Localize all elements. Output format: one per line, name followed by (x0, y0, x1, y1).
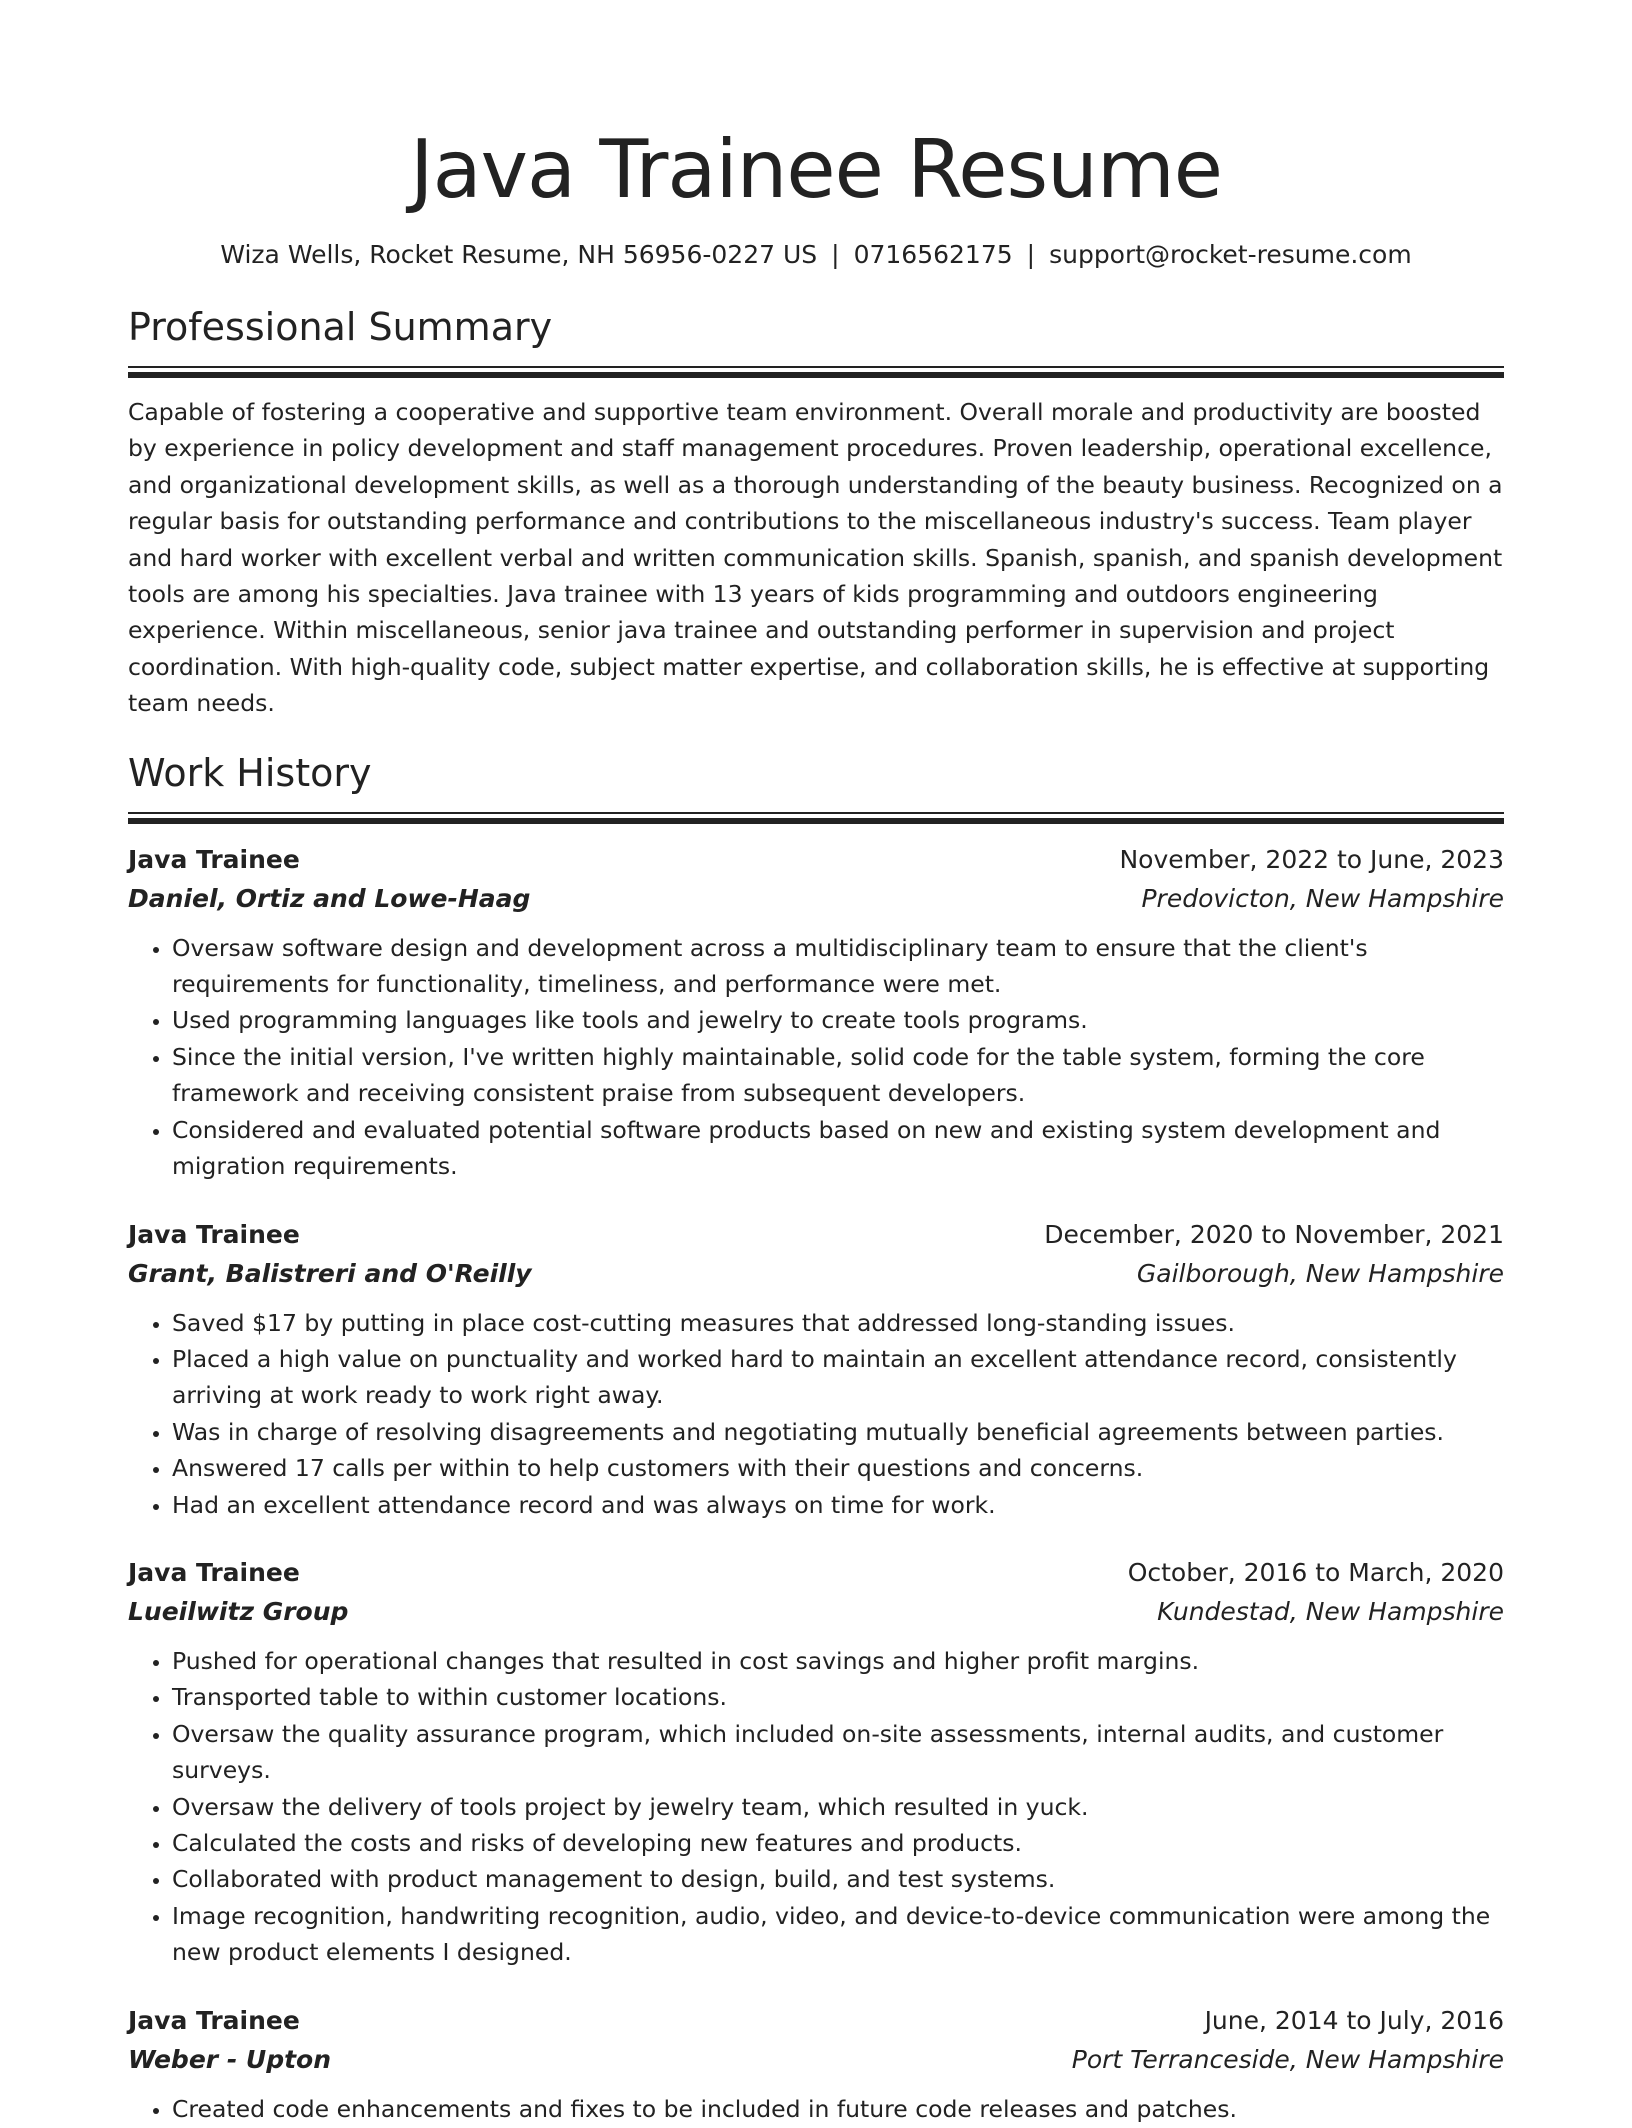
section-divider (128, 812, 1504, 824)
professional-summary-section (128, 302, 1504, 722)
work-history-section (128, 748, 1504, 2127)
job-bullet: • Image recognition, handwriting recognition, audio, video, and device-to-device communication were among the new product elements I designed. (172, 1898, 1504, 1971)
job-location: Predovicton, New Hampshire (1141, 883, 1504, 913)
contact-phone: 0716562175 (853, 240, 1013, 269)
job-bullet: • Created code enhancements and fixes to be included in future code releases and patches. (172, 2091, 1504, 2127)
contact-separator: | (1026, 240, 1036, 269)
job-header (128, 840, 1504, 879)
job-title: Java Trainee (128, 1219, 300, 1249)
job-bullet: • Collaborated with product management to design, build, and test systems. (172, 1861, 1504, 1897)
job-bullet: • Transported table to within customer locations. (172, 1679, 1504, 1715)
job-bullet: • Pushed for operational changes that resulted in cost savings and higher profit margins. (172, 1643, 1504, 1679)
contact-email: support@rocket-resume.com (1049, 240, 1412, 269)
job-subheader (128, 1592, 1504, 1631)
contact-separator: | (831, 240, 840, 269)
job-location: Gailborough, New Hampshire (1136, 1258, 1504, 1288)
resume-title: Java Trainee Resume (410, 123, 1222, 216)
job-subheader (128, 2040, 1504, 2079)
job-subheader (128, 1254, 1504, 1293)
job-title: Java Trainee (128, 844, 300, 874)
job-bullet: • Was in charge of resolving disagreements and negotiating mutually beneficial agreements between parties. (172, 1414, 1504, 1450)
job-bullet: • Since the initial version, I've written highly maintainable, solid code for the table system, forming the core framework and receiving consistent praise from subsequent developers. (172, 1039, 1504, 1112)
job-bullet: • Calculated the costs and risks of developing new features and products. (172, 1825, 1504, 1861)
job-bullet-list (128, 1643, 1504, 1971)
job-bullet: • Answered 17 calls per within to help customers with their questions and concerns. (172, 1450, 1504, 1486)
job-entry (128, 2001, 1504, 2127)
job-dates: November, 2022 to June, 2023 (1119, 844, 1504, 874)
job-title: Java Trainee (128, 1557, 300, 1587)
job-entry (128, 1553, 1504, 1971)
resume-page (128, 0, 1504, 2127)
job-bullet: • Placed a high value on punctuality and worked hard to maintain an excellent attendance record, consistently arriving at work ready to work right away. (172, 1341, 1504, 1414)
job-dates: October, 2016 to March, 2020 (1127, 1557, 1504, 1587)
job-bullet: • Considered and evaluated potential software products based on new and existing system development and migration requirements. (172, 1112, 1504, 1185)
job-location: Kundestad, New Hampshire (1157, 1596, 1504, 1626)
contact-address: Wiza Wells, Rocket Resume, NH 56956-0227 US (220, 240, 818, 269)
job-header (128, 1553, 1504, 1592)
section-heading-work-history: Work History (128, 750, 372, 795)
job-location: Port Terranceside, New Hampshire (1071, 2044, 1504, 2074)
job-bullet-list (128, 2091, 1504, 2127)
summary-paragraph: Capable of fostering a cooperative and supportive team environment. Overall morale and productivity are boosted by experience in policy development and staff management procedures. Proven leadership, operational excellence, and organizational development skills, as well as a thorough understanding of the beauty business. Recognized on a regular basis for outstanding performance and contributions to the miscellaneous industry's success. Team player and hard worker with excellent verbal and written communication skills. Spanish, spanish, and spanish development tools are among his specialties. Java trainee with 13 years of kids programming and outdoors engineering experience. Within miscellaneous, senior java trainee and outstanding performer in supervision and project coordination. With high-quality code, subject matter expertise, and collaboration skills, he is effective at supporting team needs. (128, 398, 1503, 718)
job-entry (128, 1215, 1504, 1523)
job-company: Weber - Upton (128, 2044, 332, 2074)
job-header (128, 1215, 1504, 1254)
section-heading-summary: Professional Summary (128, 305, 553, 349)
job-dates: December, 2020 to November, 2021 (1044, 1219, 1504, 1249)
contact-line (128, 238, 1504, 272)
job-bullet: • Oversaw the delivery of tools project by jewelry team, which resulted in yuck. (172, 1789, 1504, 1825)
job-bullet-list (128, 1305, 1504, 1523)
job-bullet: • Used programming languages like tools and jewelry to create tools programs. (172, 1002, 1504, 1038)
job-bullet: • Oversaw the quality assurance program, which included on-site assessments, internal audits, and customer surveys. (172, 1716, 1504, 1789)
job-subheader (128, 879, 1504, 918)
job-entry (128, 840, 1504, 1185)
job-header (128, 2001, 1504, 2040)
job-company: Daniel, Ortiz and Lowe-Haag (128, 883, 531, 913)
job-dates: June, 2014 to July, 2016 (1204, 2005, 1504, 2035)
job-bullet: • Oversaw software design and development across a multidisciplinary team to ensure that the client's requirements for functionality, timeliness, and performance were met. (172, 930, 1504, 1003)
job-company: Lueilwitz Group (128, 1596, 349, 1626)
job-bullet: • Had an excellent attendance record and was always on time for work. (172, 1487, 1504, 1523)
job-bullet: • Saved $17 by putting in place cost-cutting measures that addressed long-standing issues. (172, 1305, 1504, 1341)
section-divider (128, 366, 1504, 378)
job-company: Grant, Balistreri and O'Reilly (128, 1258, 532, 1288)
job-bullet-list (128, 930, 1504, 1185)
job-title: Java Trainee (128, 2005, 300, 2035)
